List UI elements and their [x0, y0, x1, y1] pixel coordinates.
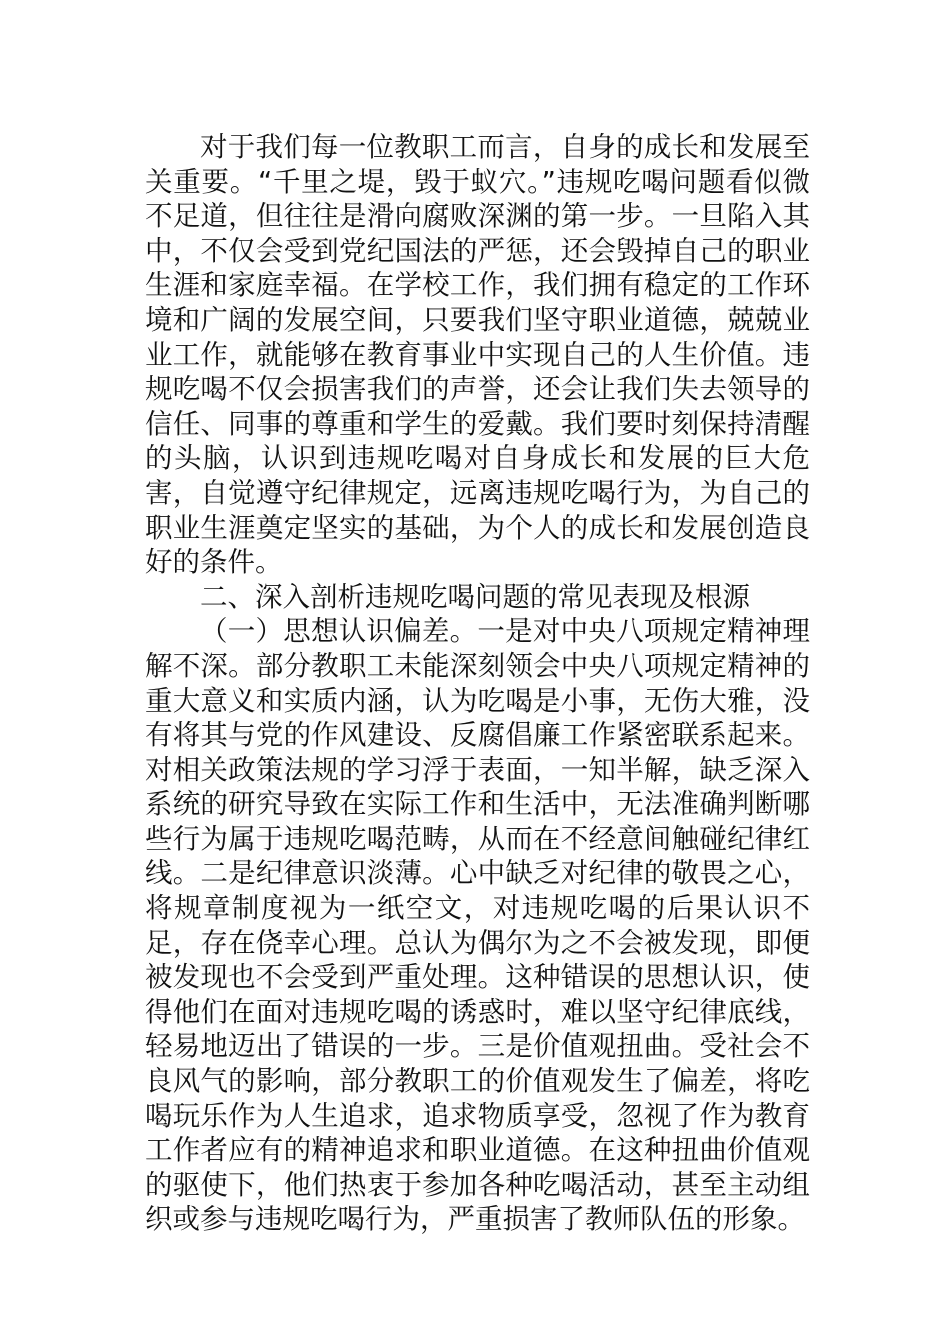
paragraph-personal-growth: 对于我们每一位教职工而言，自身的成长和发展至关重要。“千里之堤，毁于蚁穴。”违规吃喝问题看似微不足道，但往往是滑向腐败深渊的第一步。一旦陷入其中，不仅会受到党纪国法的严惩，还会毁掉自己的职业生涯和家庭幸福。在学校工作，我们拥有稳定的工作环境和广阔的发展空间，只要我们坚守职业道德，兢兢业业工作，就能够在教育事业中实现自己的人生价值。违规吃喝不仅会损害我们的声誉，还会让我们失去领导的信任、同事的尊重和学生的爱戴。我们要时刻保持清醒的头脑，认识到违规吃喝对自身成长和发展的巨大危害，自觉遵守纪律规定，远离违规吃喝行为，为自己的职业生涯奠定坚实的基础，为个人的成长和发展创造良好的条件。: [145, 131, 810, 579]
section-heading-2: 二、深入剖析违规吃喝问题的常见表现及根源: [200, 580, 750, 613]
paragraph-ideological-deviation: （一）思想认识偏差。一是对中央八项规定精神理解不深。部分教职工未能深刻领会中央八项规定精神的重大意义和实质内涵，认为吃喝是小事，无伤大雅，没有将其与党的作风建设、反腐倡廉工作紧密联系起来。对相关政策法规的学习浮于表面，一知半解，缺乏深入系统的研究导致在实际工作和生活中，无法准确判断哪些行为属于违规吃喝范畴，从而在不经意间触碰纪律红线。二是纪律意识淡薄。心中缺乏对纪律的敬畏之心，将规章制度视为一纸空文，对违规吃喝的后果认识不足，存在侥幸心理。总认为偶尔为之不会被发现，即便被发现也不会受到严重处理。这种错误的思想认识，使得他们在面对违规吃喝的诱惑时，难以坚守纪律底线，轻易地迈出了错误的一步。三是价值观扭曲。受社会不良风气的影响，部分教职工的价值观发生了偏差，将吃喝玩乐作为人生追求，追求物质享受，忽视了作为教育工作者应有的精神追求和职业道德。在这种扭曲价值观的驱使下，他们热衷于参加各种吃喝活动，甚至主动组织或参与违规吃喝行为，严重损害了教师队伍的形象。: [145, 615, 810, 1236]
document-body: [145, 130, 810, 1237]
